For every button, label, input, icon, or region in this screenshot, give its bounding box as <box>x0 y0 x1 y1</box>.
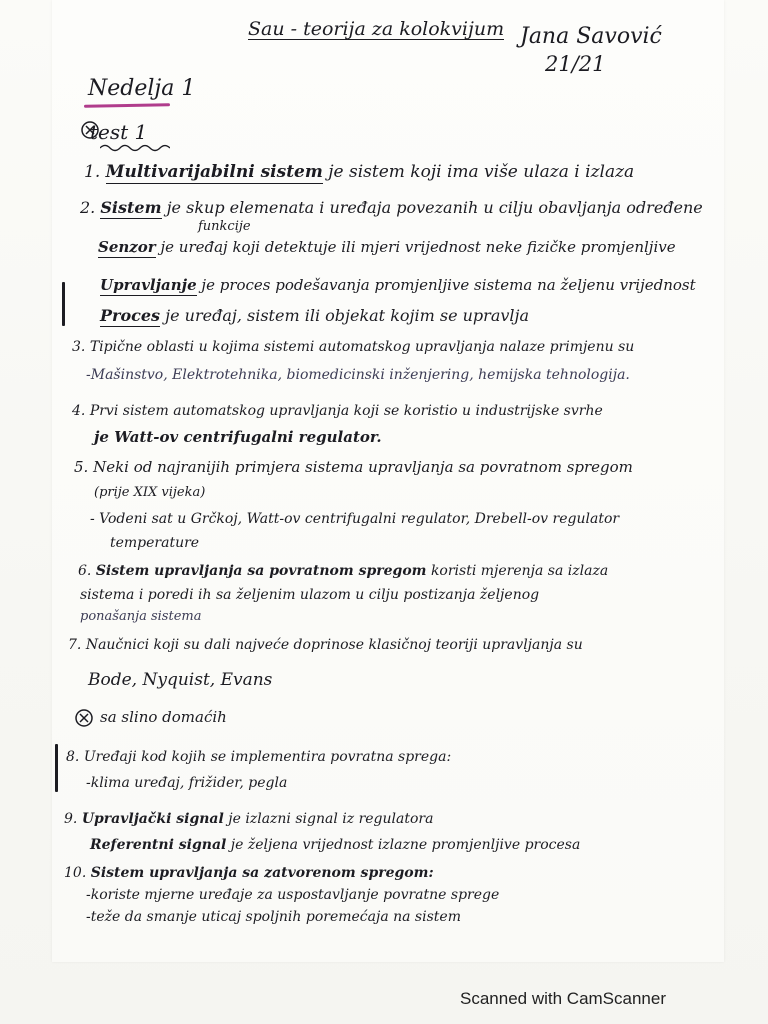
item-number: 7. <box>68 637 82 653</box>
item-7-line-2: Bode, Nyquist, Evans <box>88 670 273 690</box>
item-number: 1. <box>84 162 101 182</box>
item-term: Sistem upravljanja sa zatvorenom spregom: <box>90 865 434 881</box>
item-number: 6. <box>78 563 92 579</box>
item-term: Upravljanje <box>100 276 197 294</box>
item-text: je željena vrijednost izlazne promjenljive procesa <box>230 837 581 853</box>
item-text: je sistem koji ima više ulaza i izlaza <box>328 162 635 182</box>
item-text: je skup elemenata i uređaja povezanih u cilju obavljanja određene <box>166 198 703 217</box>
item-5-line-2: (prije XIX vijeka) <box>94 485 206 500</box>
item-2-upravljanje <box>100 278 696 293</box>
item-7 <box>68 638 583 652</box>
item-4-line-2: je Watt-ov centrifugalni regulator. <box>94 428 382 446</box>
item-1 <box>84 164 634 181</box>
item-8 <box>66 750 451 764</box>
item-number: 8. <box>66 749 80 765</box>
scanner-watermark: Scanned with CamScanner <box>460 989 667 1008</box>
item-text: Naučnici koji su dali najveće doprinose klasičnoj teoriji upravljanja su <box>85 637 583 653</box>
item-4 <box>72 404 603 418</box>
item-text: Uređaji kod kojih se implementira povratna sprega: <box>83 749 452 765</box>
item-term: Multivarijabilni sistem <box>105 162 323 182</box>
item-2-senzor <box>98 240 676 255</box>
item-term: Upravljački signal <box>81 811 224 827</box>
item-term: Sistem <box>100 198 162 217</box>
week-heading: Nedelja 1 <box>88 76 196 101</box>
asterisk-circle-icon <box>74 708 94 728</box>
item-number: 9. <box>64 811 78 827</box>
squiggle-underline <box>100 143 170 153</box>
item-5 <box>74 460 633 475</box>
item-3 <box>72 340 634 354</box>
item-text: je proces podešavanja promjenljive sistema na željenu vrijednost <box>201 276 696 294</box>
item-5-line-4: temperature <box>110 535 200 551</box>
item-term: Senzor <box>98 238 156 256</box>
item-text: Prvi sistem automatskog upravljanja koji se koristio u industrijske svrhe <box>89 403 603 419</box>
author-index: 21/21 <box>545 52 606 76</box>
margin-marker <box>55 744 58 792</box>
item-9 <box>64 812 433 826</box>
item-text: koristi mjerenja sa izlaza <box>430 563 609 579</box>
item-text: je uređaj, sistem ili objekat kojim se upravlja <box>165 306 530 325</box>
item-2 <box>80 200 703 216</box>
item-10-line-2: -koriste mjerne uređaje za uspostavljanje povratne sprege <box>86 887 500 903</box>
item-6-line-3: ponašanja sistema <box>80 609 202 624</box>
item-number: 10. <box>64 865 87 881</box>
item-number: 2. <box>80 198 96 217</box>
item-text: je izlazni signal iz regulatora <box>228 811 434 827</box>
item-number: 5. <box>74 458 89 476</box>
margin-marker <box>62 282 65 326</box>
item-10-line-3: -teže da smanje uticaj spoljnih poremećaja na sistem <box>86 909 461 925</box>
item-text: je uređaj koji detektuje ili mjeri vrijednost neke fizičke promjenljive <box>160 238 676 256</box>
item-5-line-3: - Vodeni sat u Grčkoj, Watt-ov centrifugalni regulator, Drebell-ov regulator <box>90 511 620 527</box>
item-number: 3. <box>72 339 86 355</box>
item-10 <box>64 866 434 880</box>
item-number: 4. <box>72 403 86 419</box>
test-heading: test 1 <box>90 120 148 144</box>
item-6 <box>78 564 608 578</box>
item-2-continuation: funkcije <box>198 219 251 234</box>
item-text: Tipične oblasti u kojima sistemi automatskog upravljanja nalaze primjenu su <box>89 339 635 355</box>
extra-note: sa slino domaćih <box>100 708 227 726</box>
item-term: Sistem upravljanja sa povratnom spregom <box>95 563 427 579</box>
item-8-line-2: -klima uređaj, frižider, pegla <box>86 775 288 791</box>
item-3-line-2: -Mašinstvo, Elektrotehnika, biomedicinski inženjering, hemijska tehnologija. <box>86 367 630 383</box>
item-text: Neki od najranijih primjera sistema upravljanja sa povratnom spregom <box>93 458 633 476</box>
item-term: Referentni signal <box>90 837 227 853</box>
item-term: Proces <box>100 306 161 325</box>
page-title: Sau - teorija za kolokvijum <box>248 18 505 40</box>
author-name: Jana Savović <box>520 24 662 49</box>
item-9-line-2 <box>90 838 580 852</box>
item-6-line-2: sistema i poredi ih sa željenim ulazom u cilju postizanja željenog <box>80 587 540 603</box>
item-2-proces <box>100 308 529 324</box>
